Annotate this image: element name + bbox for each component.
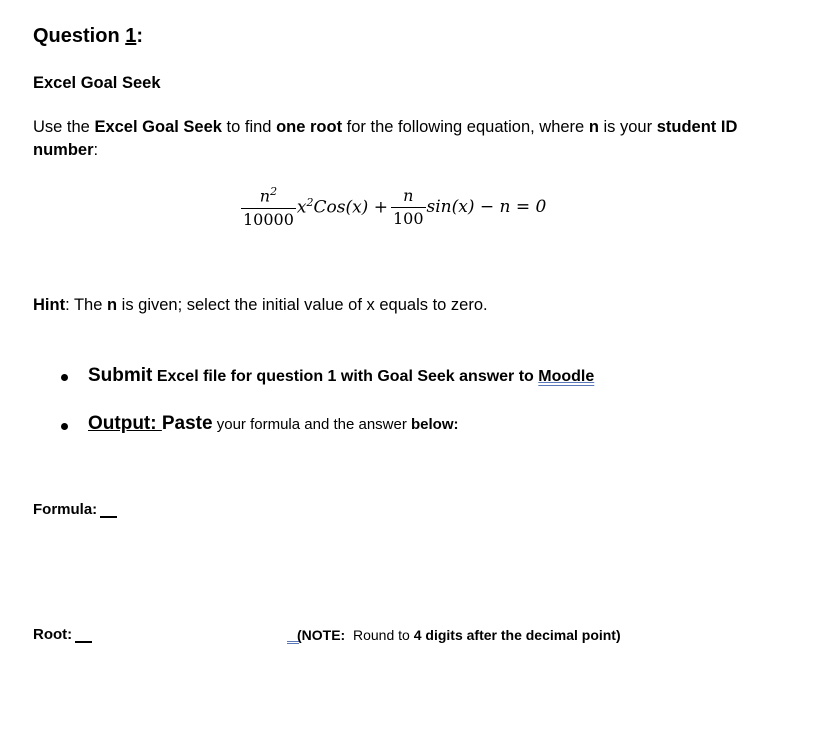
instruction-bold-one-root: one root xyxy=(276,118,343,136)
hint-line xyxy=(33,296,488,315)
root-label: Root: xyxy=(33,626,73,643)
note-open: (NOTE: xyxy=(297,627,346,643)
question-number: 1 xyxy=(125,25,137,47)
bullet-output xyxy=(88,413,459,435)
section-subtitle: Excel Goal Seek xyxy=(33,74,161,92)
fraction-2-denominator: 100 xyxy=(392,209,424,228)
fraction-2-numerator: n xyxy=(403,186,414,205)
bullet-submit xyxy=(88,365,594,387)
moodle-link[interactable]: Moodle xyxy=(538,368,595,385)
fraction-1-numerator xyxy=(258,185,279,207)
hint-bold-n: n xyxy=(106,296,118,314)
instruction-text-4: is your xyxy=(598,118,657,136)
bullet-output-text: your formula and the answer xyxy=(212,416,411,433)
equation-term-2: sin(x) − n = 0 xyxy=(426,197,547,217)
equation-term-1 xyxy=(297,196,388,218)
fraction-1-numerator-base: n xyxy=(259,186,271,206)
bullet-output-paste: Paste xyxy=(161,413,213,434)
fraction-1-denominator: 10000 xyxy=(243,209,294,229)
question-colon: : xyxy=(136,25,144,47)
equation xyxy=(240,182,546,232)
term-1-exponent: 2 xyxy=(306,196,314,210)
equation-fraction-2 xyxy=(391,186,426,228)
instruction-text-1: Use the xyxy=(33,118,95,136)
instruction-text-3: for the following equation, where xyxy=(342,118,589,136)
instruction-paragraph xyxy=(33,116,783,162)
formula-label: Formula: xyxy=(33,501,98,518)
bullet-submit-text: Excel file for question 1 with Goal Seek answer to xyxy=(152,368,539,385)
hint-label: Hint xyxy=(33,296,66,314)
instruction-bold-student-id: student ID number xyxy=(33,118,738,159)
term-1-x: x xyxy=(296,197,307,218)
bullet-submit-lead: Submit xyxy=(88,365,153,386)
instruction-text-5: : xyxy=(93,141,99,159)
bullet-dot-icon xyxy=(61,374,68,381)
bullet-output-bold: below: xyxy=(411,416,459,433)
term-1-function: Cos(x) + xyxy=(313,197,388,218)
instruction-text-2: to find xyxy=(221,118,277,136)
bullet-dot-icon xyxy=(61,423,68,430)
question-word: Question xyxy=(33,25,120,47)
instruction-bold-n: n xyxy=(588,118,599,136)
question-title xyxy=(33,25,143,48)
hint-text-1: : The xyxy=(65,296,107,314)
formula-answer-blank[interactable] xyxy=(100,516,117,518)
note-text: Round to xyxy=(345,627,414,643)
fraction-1-numerator-exponent: 2 xyxy=(270,185,278,199)
hint-text-2: is given; select the initial value of x equals to zero. xyxy=(117,296,488,314)
bullet-output-lead: Output: xyxy=(88,413,162,434)
instruction-bold-excel-goal-seek: Excel Goal Seek xyxy=(94,118,222,136)
root-answer-blank[interactable] xyxy=(75,641,92,643)
note-bold: 4 digits after the decimal point) xyxy=(413,627,621,643)
equation-fraction-1 xyxy=(241,185,296,228)
rounding-note xyxy=(297,627,621,643)
